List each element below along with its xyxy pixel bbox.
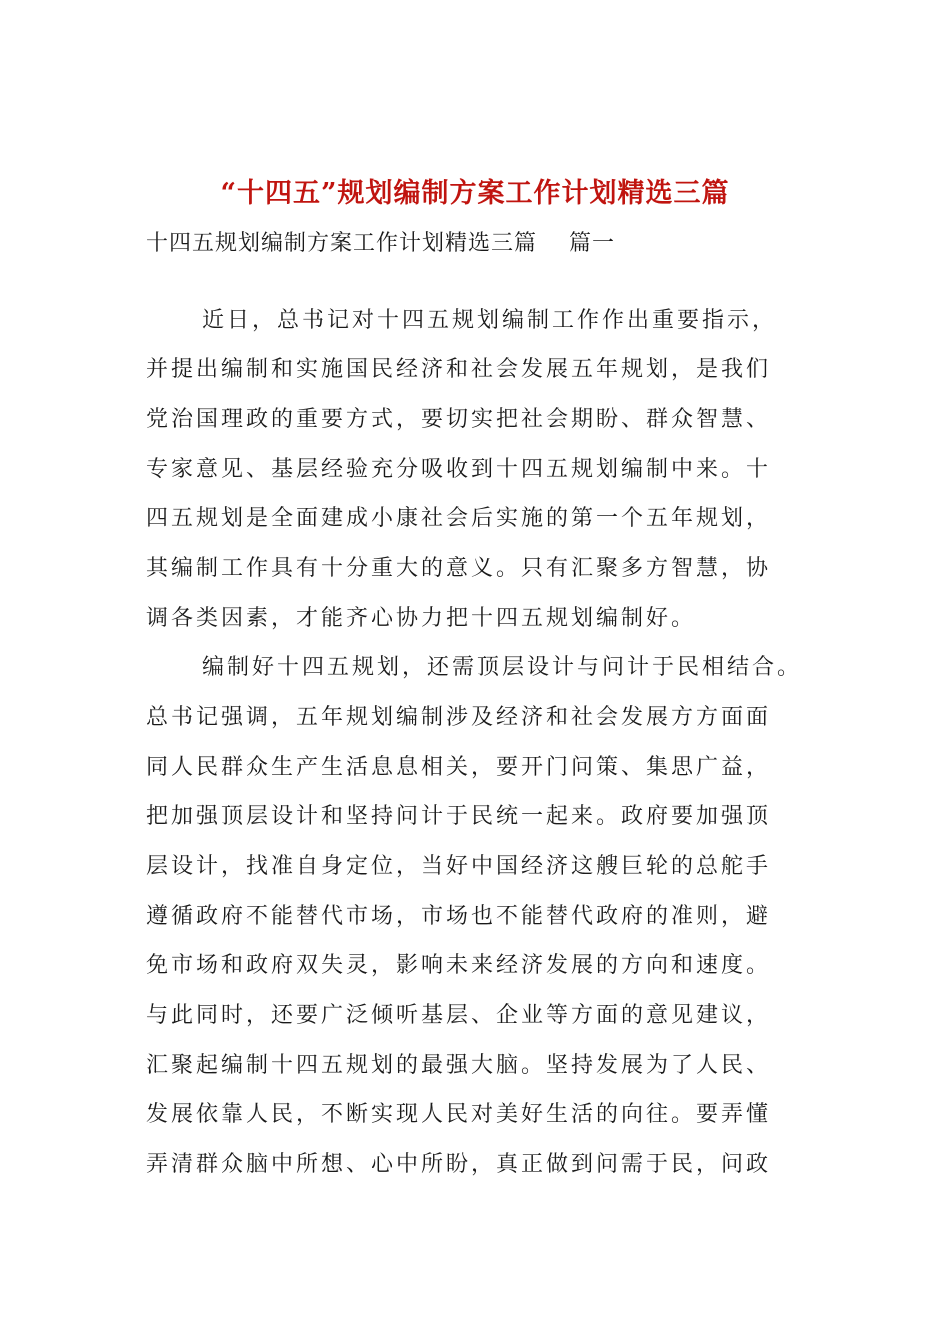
paragraph-line: 调各类因素，才能齐心协力把十四五规划编制好。 bbox=[146, 606, 697, 631]
paragraph-line: 近日，总书记对十四五规划编制工作作出重要指示， bbox=[202, 308, 778, 333]
paragraph-line: 同人民群众生产生活息息相关，要开门问策、集思广益， bbox=[146, 755, 772, 780]
paragraph-line: 总书记强调，五年规划编制涉及经济和社会发展方方面面 bbox=[146, 705, 772, 730]
paragraph-line: 专家意见、基层经验充分吸收到十四五规划编制中来。十 bbox=[146, 457, 772, 482]
paragraph-line: 四五规划是全面建成小康社会后实施的第一个五年规划， bbox=[146, 506, 772, 531]
paragraph-line: 党治国理政的重要方式，要切实把社会期盼、群众智慧、 bbox=[146, 407, 772, 432]
paragraph-line: 编制好十四五规划，还需顶层设计与问计于民相结合。 bbox=[202, 655, 803, 680]
paragraph-line: 发展依靠人民，不断实现人民对美好生活的向往。要弄懂 bbox=[146, 1102, 772, 1127]
paragraph-line: 并提出编制和实施国民经济和社会发展五年规划，是我们 bbox=[146, 357, 772, 382]
paragraph-line: 汇聚起编制十四五规划的最强大脑。坚持发展为了人民、 bbox=[146, 1053, 772, 1078]
paragraph-line: 其编制工作具有十分重大的意义。只有汇聚多方智慧，协 bbox=[146, 556, 772, 581]
document-title: “十四五”规划编制方案工作计划精选三篇 bbox=[220, 178, 730, 209]
paragraph-line: 免市场和政府双失灵，影响未来经济发展的方向和速度。 bbox=[146, 953, 772, 978]
paragraph-line: 层设计，找准自身定位，当好中国经济这艘巨轮的总舵手 bbox=[146, 854, 772, 879]
paragraph-line: 与此同时，还要广泛倾听基层、企业等方面的意见建议， bbox=[146, 1003, 772, 1028]
paragraph-line: 把加强顶层设计和坚持问计于民统一起来。政府要加强顶 bbox=[146, 804, 772, 829]
paragraph-line: 遵循政府不能替代市场，市场也不能替代政府的准则，避 bbox=[146, 904, 772, 929]
document-subtitle: 十四五规划编制方案工作计划精选三篇 篇一 bbox=[146, 231, 615, 256]
paragraph-line: 弄清群众脑中所想、心中所盼，真正做到问需于民，问政 bbox=[146, 1152, 772, 1177]
